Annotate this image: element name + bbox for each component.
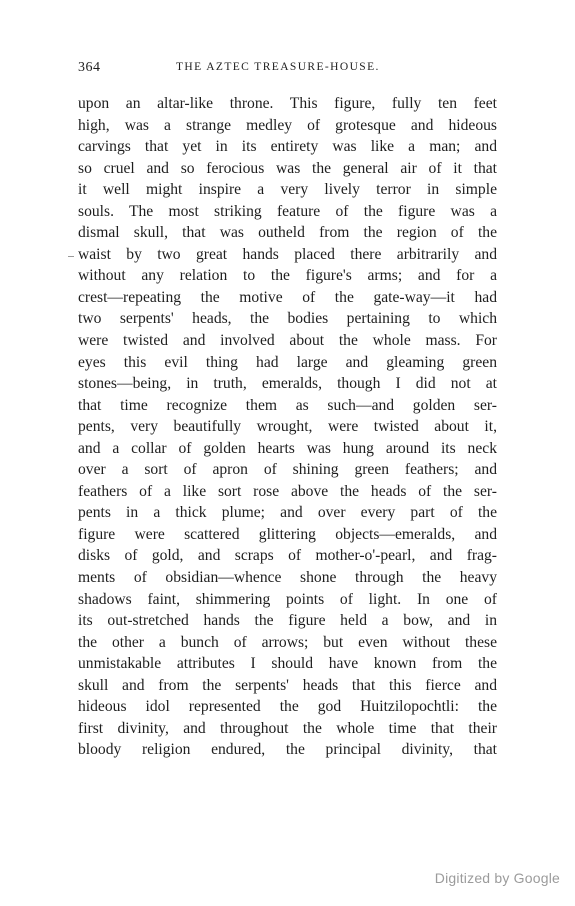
text-line: first divinity, and throughout the whole time that their bbox=[78, 719, 497, 737]
text-line: waist by two great hands placed there arbitrarily and bbox=[78, 245, 497, 263]
text-line: feathers of a like sort rose above the heads of the ser- bbox=[78, 482, 497, 500]
text-line: crest—repeating the motive of the gate-way—it had bbox=[78, 288, 497, 306]
text-line: that time recognize them as such—and golden ser- bbox=[78, 396, 497, 414]
text-line: upon an altar-like throne. This figure, fully ten feet bbox=[78, 95, 497, 112]
text-line: shadows faint, shimmering points of light. In one of bbox=[78, 590, 497, 608]
text-line: it well might inspire a very lively terror in simple bbox=[78, 181, 497, 199]
body-text bbox=[78, 93, 497, 761]
page-header bbox=[78, 60, 498, 82]
text-line: pents in a thick plume; and over every part of the bbox=[78, 504, 497, 522]
text-line: without any relation to the figure's arms; and for a bbox=[78, 267, 497, 285]
text-line: figure were scattered glittering objects—emeralds, and bbox=[78, 525, 497, 543]
text-line: disks of gold, and scraps of mother-o'-pearl, and frag- bbox=[78, 547, 497, 565]
text-line: the other a bunch of arrows; but even without these bbox=[78, 633, 497, 651]
text-line: ments of obsidian—whence shone through the heavy bbox=[78, 569, 497, 587]
text-line: bloody religion endured, the principal divinity, that bbox=[78, 741, 497, 759]
text-line: eyes this evil thing had large and gleaming green bbox=[78, 353, 497, 371]
running-title: THE AZTEC TREASURE-HOUSE. bbox=[176, 61, 380, 73]
text-line: souls. The most striking feature of the figure was a bbox=[78, 202, 497, 220]
text-line: its out-stretched hands the figure held a bow, and in bbox=[78, 612, 497, 630]
text-line: stones—being, in truth, emeralds, though I did not at bbox=[78, 375, 497, 393]
text-line: dismal skull, that was outheld from the region of the bbox=[78, 224, 497, 242]
text-line: pents, very beautifully wrought, were twisted about it, bbox=[78, 418, 497, 436]
text-line: skull and from the serpents' heads that this fierce and bbox=[78, 676, 497, 694]
text-line: hideous idol represented the god Huitzilopochtli: the bbox=[78, 698, 497, 716]
text-line: were twisted and involved about the whole mass. For bbox=[78, 332, 497, 350]
text-line: two serpents' heads, the bodies pertaining to which bbox=[78, 310, 497, 328]
margin-mark bbox=[68, 256, 74, 257]
text-line: over a sort of apron of shining green feathers; and bbox=[78, 461, 497, 479]
text-line: and a collar of golden hearts was hung around its neck bbox=[78, 439, 497, 457]
text-line: carvings that yet in its entirety was like a man; and bbox=[78, 138, 497, 156]
digitized-watermark: Digitized by Google bbox=[434, 870, 560, 886]
page-number: 364 bbox=[78, 60, 101, 75]
text-line: high, was a strange medley of grotesque and hideous bbox=[78, 116, 497, 134]
text-line: unmistakable attributes I should have known from the bbox=[78, 655, 497, 673]
text-line: so cruel and so ferocious was the general air of it that bbox=[78, 159, 497, 177]
